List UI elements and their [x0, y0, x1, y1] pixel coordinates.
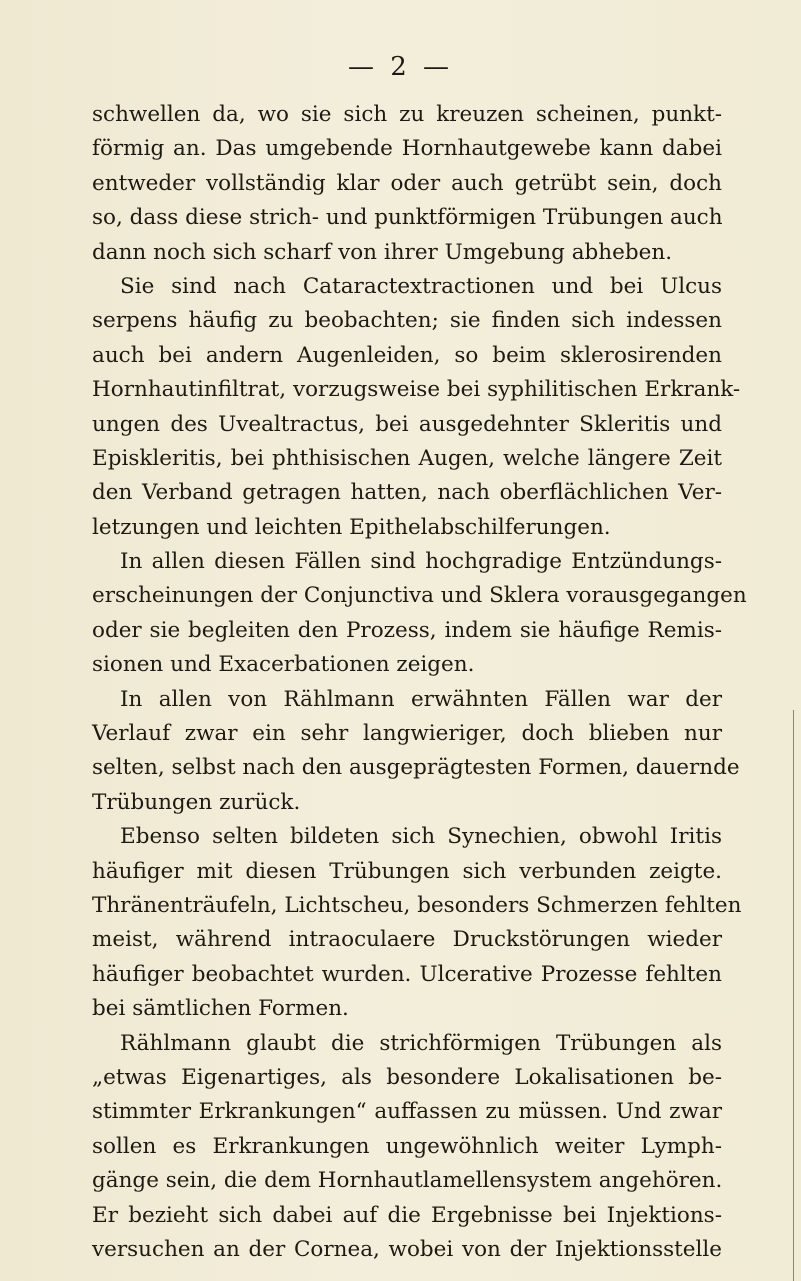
paragraph-start-line: Ebenso selten bildeten sich Synechien, obwohl Iritis [120, 824, 722, 850]
text-line: stimmter Erkrankungen“ auffassen zu müssen. Und zwar [92, 1099, 722, 1125]
text-line: gänge sein, die dem Hornhautlamellensystem angehören. [92, 1168, 723, 1194]
text-line: schwellen da, wo sie sich zu kreuzen scheinen, punkt- [92, 102, 722, 127]
text-line: dann noch sich scharf von ihrer Umgebung abheben. [92, 239, 673, 265]
paragraph-start-line: In allen diesen Fällen sind hochgradige Entzündungs- [120, 549, 722, 575]
text-line: oder sie begleiten den Prozess, indem sie häufige Remis- [92, 617, 722, 643]
text-line: meist, während intraoculaere Druckstörungen wieder [92, 927, 722, 953]
paragraph-start-line: In allen von Rählmann erwähnten Fällen war der [120, 686, 722, 712]
text-line: auch bei andern Augenleiden, so beim sklerosirenden [92, 342, 722, 368]
text-line: Hornhautinfiltrat, vorzugsweise bei syphilitischen Erkrank- [92, 377, 741, 403]
text-line: den Verband getragen hatten, nach oberflächlichen Ver- [92, 480, 722, 506]
body-text [92, 98, 747, 1267]
text-line: „etwas Eigenartiges, als besondere Lokalisationen be- [92, 1064, 722, 1090]
text-line: Er bezieht sich dabei auf die Ergebnisse bei Injektions- [92, 1202, 722, 1228]
page-number: — 2 — [347, 52, 454, 82]
text-line: bei sämtlichen Formen. [92, 996, 349, 1022]
text-line: versuchen an der Cornea, wobei von der Injektionsstelle [92, 1236, 722, 1262]
paragraph-start-line: Rählmann glaubt die strichförmigen Trübungen als [120, 1030, 722, 1056]
text-line: Thränenträufeln, Lichtscheu, besonders Schmerzen fehlten [92, 892, 742, 918]
text-line: serpens häufig zu beobachten; sie finden sich indessen [92, 308, 722, 334]
paragraph-start-line: Sie sind nach Cataractextractionen und bei Ulcus [120, 273, 722, 299]
text-line: entweder vollständig klar oder auch getrübt sein, doch [92, 170, 722, 196]
text-line: Episkleritis, bei phthisischen Augen, welche längere Zeit [92, 445, 722, 471]
text-line: so, dass diese strich- und punktförmigen Trübungen auch [92, 205, 723, 231]
text-line: letzungen und leichten Epithelabschilferungen. [92, 514, 611, 540]
text-line: sollen es Erkrankungen ungewöhnlich weiter Lymph- [92, 1133, 722, 1159]
page-edge-line [793, 710, 794, 1281]
text-line: sionen und Exacerbationen zeigen. [92, 652, 475, 678]
text-line: Trübungen zurück. [92, 789, 301, 815]
text-line: förmig an. Das umgebende Hornhautgewebe kann dabei [92, 136, 722, 162]
text-line: häufiger beobachtet wurden. Ulcerative Prozesse fehlten [92, 961, 722, 987]
text-line: selten, selbst nach den ausgeprägtesten Formen, dauernde [92, 755, 740, 781]
text-line: häufiger mit diesen Trübungen sich verbunden zeigte. [92, 858, 722, 884]
text-line: ungen des Uvealtractus, bei ausgedehnter Skleritis und [92, 411, 722, 437]
text-line: erscheinungen der Conjunctiva und Sklera vorausgegangen [92, 583, 747, 609]
text-line: Verlauf zwar ein sehr langwieriger, doch blieben nur [92, 721, 722, 747]
